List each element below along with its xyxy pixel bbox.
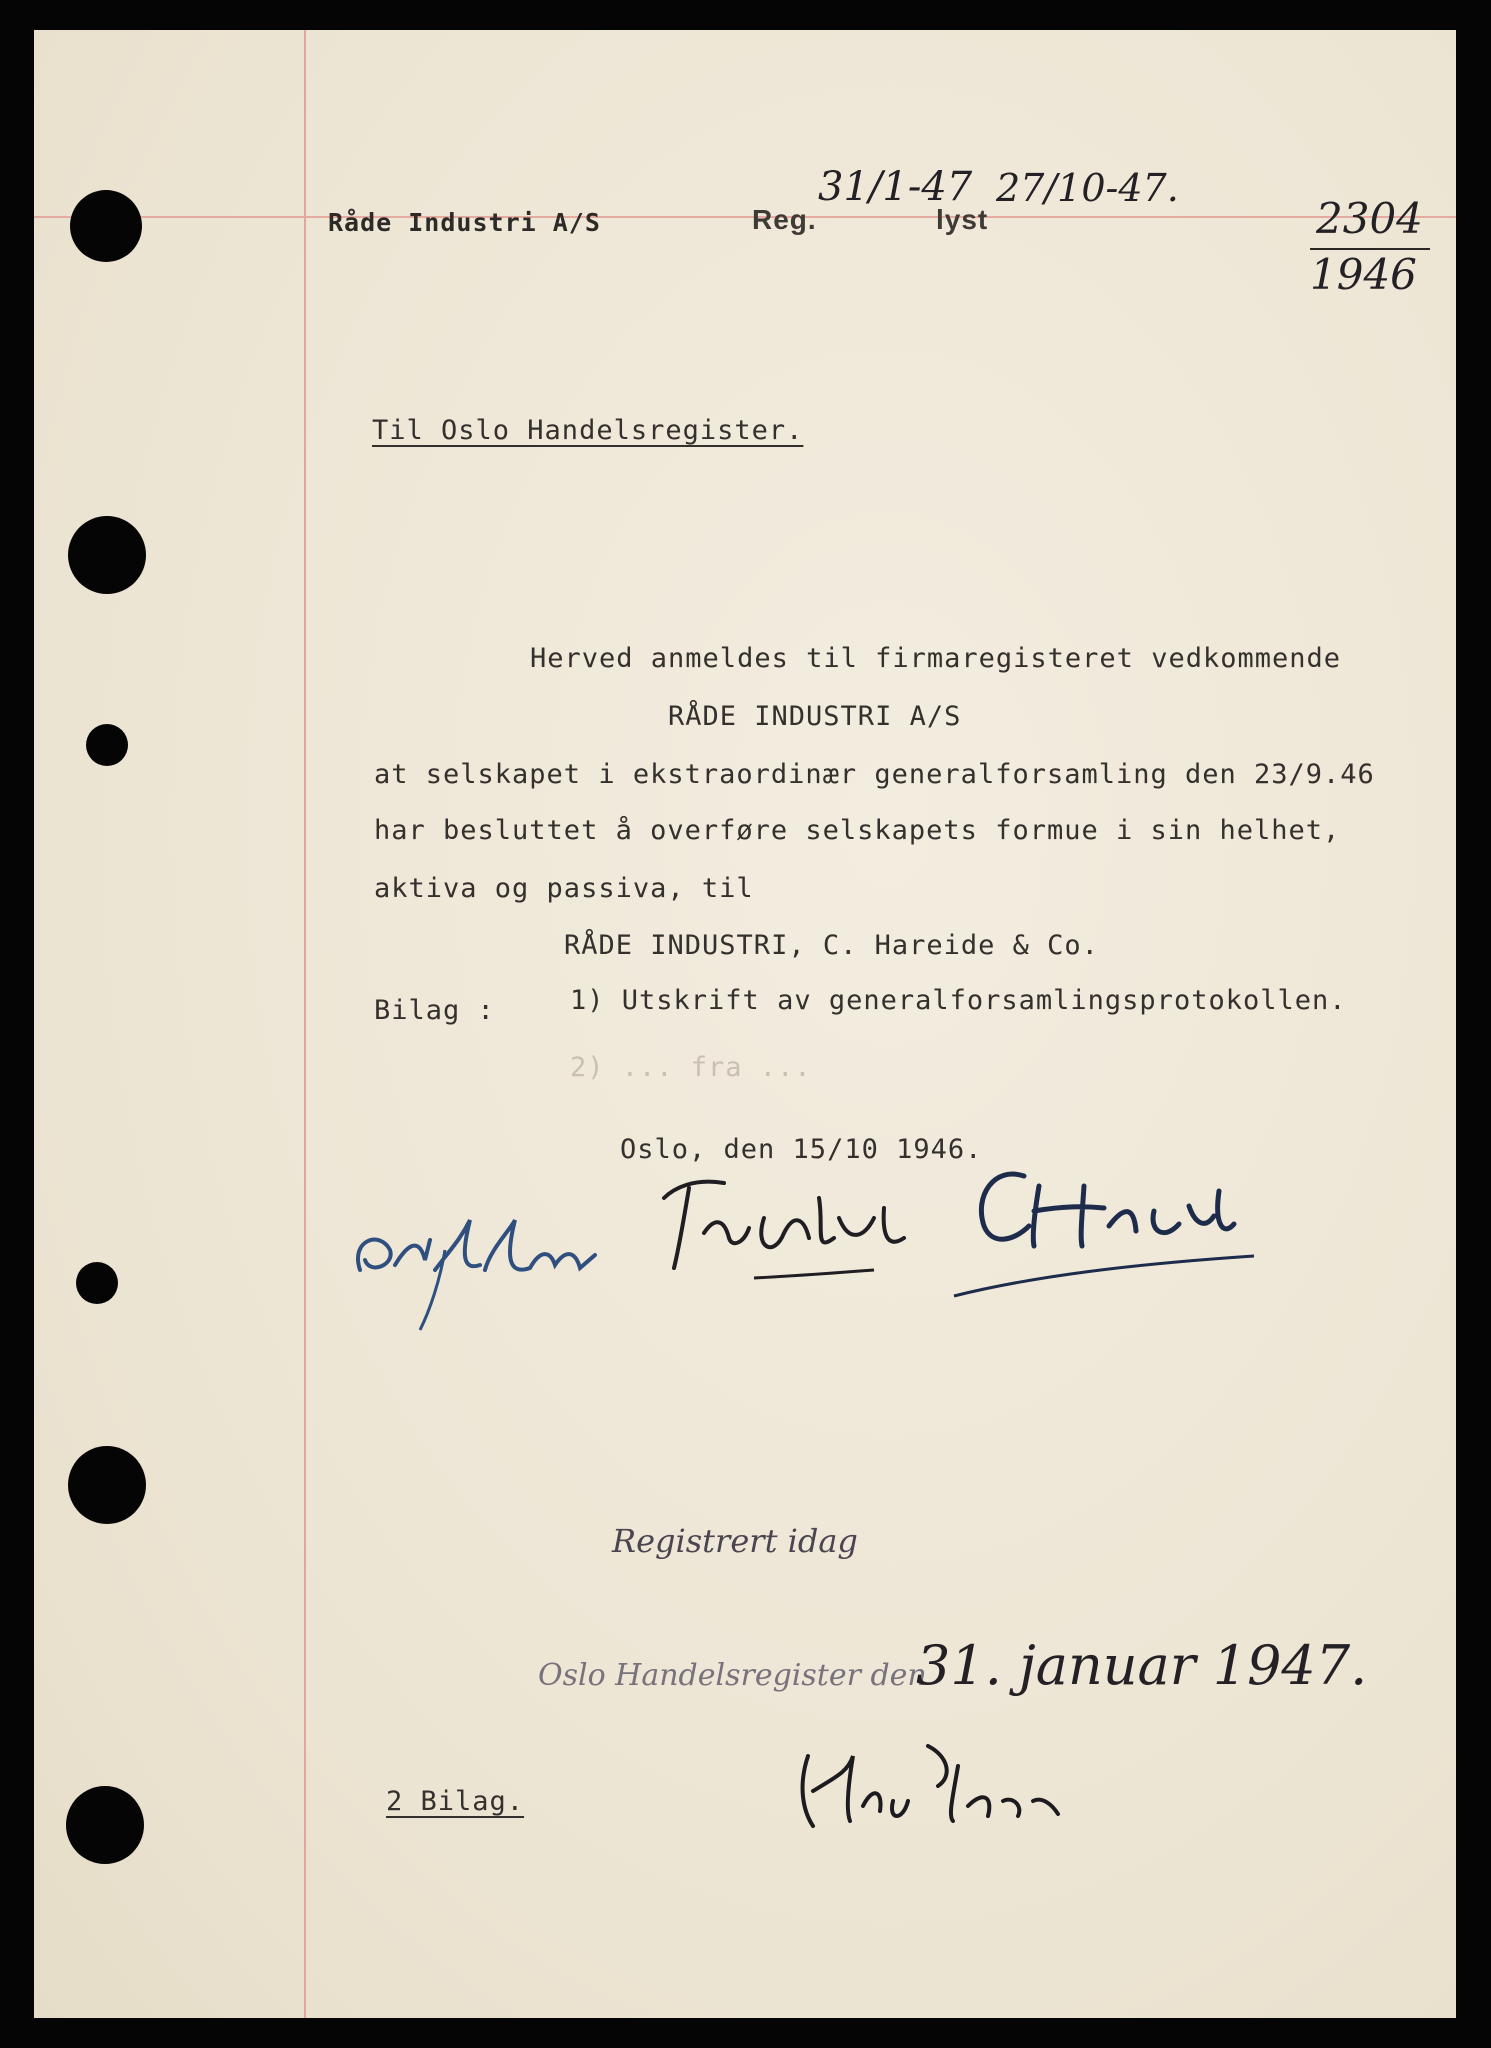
bilag-label: Bilag : [374,995,495,1026]
body-line-2: RÅDE INDUSTRI A/S [668,701,962,732]
archive-number-top: 2304 [1316,194,1423,243]
punch-hole [70,190,142,262]
red-margin-line-vertical [304,30,306,2018]
bilag-item-2-faded: 2) ... fra ... [570,1052,812,1083]
body-line-1: Herved anmeldes til firmaregisteret vedkommende [530,643,1342,674]
signature-registrar [788,1726,1088,1846]
registration-date-handwritten: 31. januar 1947. [916,1634,1368,1697]
punch-hole [68,516,146,594]
office-stamp: Oslo Handelsregister den [538,1658,927,1693]
letter-date: Oslo, den 15/10 1946. [620,1134,983,1165]
signature-1 [340,1180,640,1340]
registered-stamp: Registrert idag [612,1522,858,1560]
punch-hole [76,1262,118,1304]
body-line-6: RÅDE INDUSTRI, C. Hareide & Co. [564,930,1099,961]
red-margin-line-horizontal [34,216,1456,218]
body-line-4: har besluttet å overføre selskapets formue i sin helhet, [374,815,1341,846]
signature-2 [634,1158,954,1308]
body-line-5: aktiva og passiva, til [374,873,754,904]
punch-hole [66,1786,144,1864]
document-page [34,30,1456,2018]
company-header: Råde Industri A/S [328,208,601,237]
lyst-stamp: lyst [936,204,989,235]
bilag-item-1: 1) Utskrift av generalforsamlingsprotokollen. [570,985,1347,1016]
attachments-count: 2 Bilag. [386,1786,525,1817]
reg-date-handwritten: 31/1-47 [818,164,973,210]
reg-stamp: Reg. [752,204,817,235]
punch-hole [68,1446,146,1524]
signature-3 [914,1146,1274,1316]
lyst-date-handwritten: 27/10-47. [996,166,1179,210]
archive-number-bottom: 1946 [1310,250,1417,299]
punch-hole [86,724,128,766]
body-line-3: at selskapet i ekstraordinær generalforsamling den 23/9.46 [374,759,1375,790]
addressee: Til Oslo Handelsregister. [372,415,804,446]
